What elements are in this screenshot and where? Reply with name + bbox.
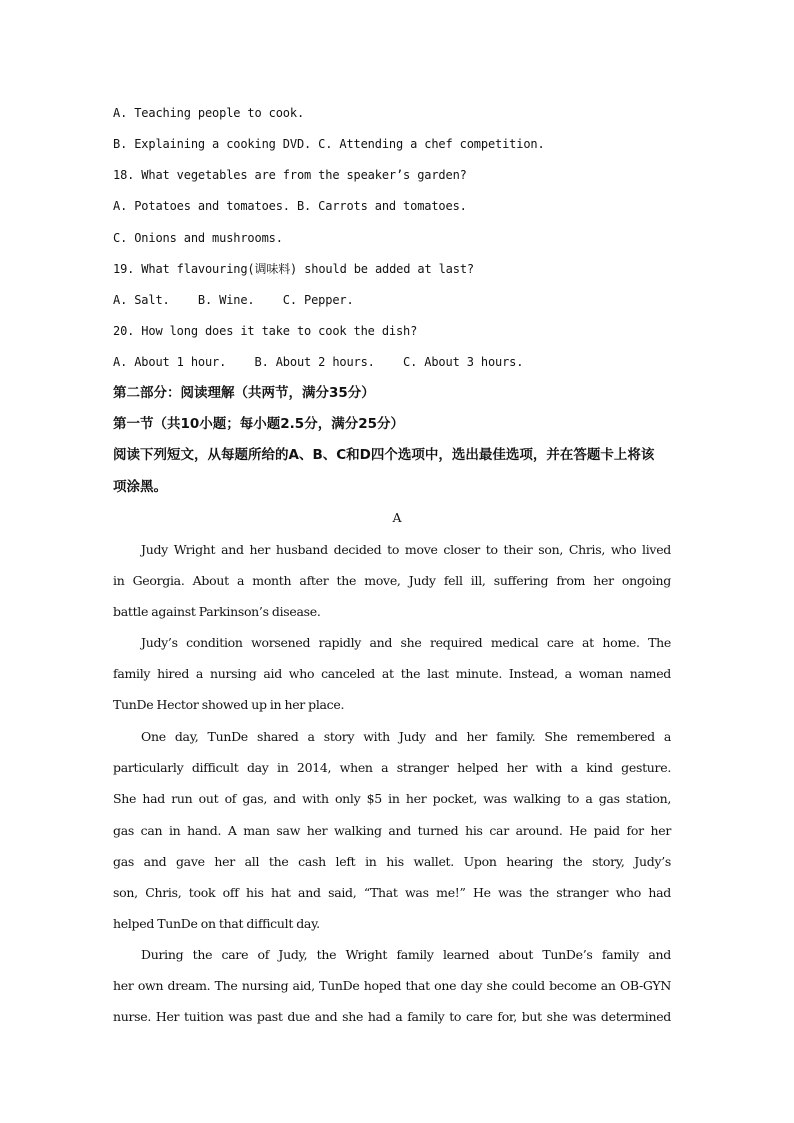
p3-line-5: gas and gave her all the cash left in his wallet. Upon hearing the story, Judy’s: [113, 853, 671, 869]
p3-line-3: She had run out of gas, and with only $5 in her pocket, was walking to a gas station,: [113, 791, 671, 807]
paragraph-3: [113, 721, 671, 939]
q17-option-b-c: B. Explaining a cooking DVD. C. Attending a chef competition.: [113, 137, 545, 151]
p3-line-4: gas can in hand. A man saw her walking and turned his car around. He paid for her: [113, 822, 671, 838]
p4-line-3: nurse. Her tuition was past due and she had a family to care for, but she was determined: [113, 1009, 671, 1025]
q17-option-a: A. Teaching people to cook.: [113, 106, 305, 120]
p1-line-2: in Georgia. About a month after the move, Judy fell ill, suffering from her ongoing: [113, 573, 671, 589]
q18-option-a-b: A. Potatoes and tomatoes. B. Carrots and tomatoes.: [113, 199, 467, 213]
p3-line-7: helped TunDe on that difficult day.: [113, 916, 320, 932]
p1-line-3: battle against Parkinson’s disease.: [113, 604, 321, 620]
q19-question: 19. What flavouring(调味料) should be added at last?: [113, 262, 474, 276]
paragraph-2: [113, 627, 671, 721]
section-one-title: 第一节（共10小题；每小题2.5分，满分25分）: [113, 416, 404, 432]
q18-question: 18. What vegetables are from the speaker’s garden?: [113, 168, 467, 182]
q19-options: A. Salt. B. Wine. C. Pepper.: [113, 293, 354, 307]
p3-line-2: particularly difficult day in 2014, when a stranger helped her with a kind gesture.: [113, 760, 671, 776]
p2-line-3: TunDe Hector showed up in her place.: [113, 697, 345, 713]
p3-line-1: One day, TunDe shared a story with Judy and her family. She remembered a: [141, 729, 671, 744]
p2-line-1: Judy’s condition worsened rapidly and she required medical care at home. The: [141, 635, 671, 650]
p1-line-1: Judy Wright and her husband decided to move closer to their son, Chris, who lived: [141, 542, 671, 557]
instruction-line-1: 阅读下列短文，从每题所给的A、B、C和D四个选项中，选出最佳选项，并在答题卡上将该: [113, 447, 655, 463]
passage-label: A: [392, 510, 402, 525]
q20-question: 20. How long does it take to cook the dish?: [113, 324, 418, 338]
q18-option-c: C. Onions and mushrooms.: [113, 231, 283, 245]
instruction-line-2: 项涂黑。: [113, 479, 167, 495]
paragraph-1: [113, 534, 671, 628]
p2-line-2: family hired a nursing aid who canceled at the last minute. Instead, a woman named: [113, 666, 671, 682]
p3-line-6: son, Chris, took off his hat and said, “That was me!” He was the stranger who had: [113, 885, 671, 901]
paragraph-4: [113, 939, 671, 1033]
p4-line-1: During the care of Judy, the Wright family learned about TunDe’s family and: [141, 947, 671, 962]
p4-line-2: her own dream. The nursing aid, TunDe hoped that one day she could become an OB-GYN: [113, 978, 671, 994]
q20-options: A. About 1 hour. B. About 2 hours. C. About 3 hours.: [113, 355, 524, 369]
part-two-title: 第二部分：阅读理解（共两节，满分35分）: [113, 385, 375, 401]
